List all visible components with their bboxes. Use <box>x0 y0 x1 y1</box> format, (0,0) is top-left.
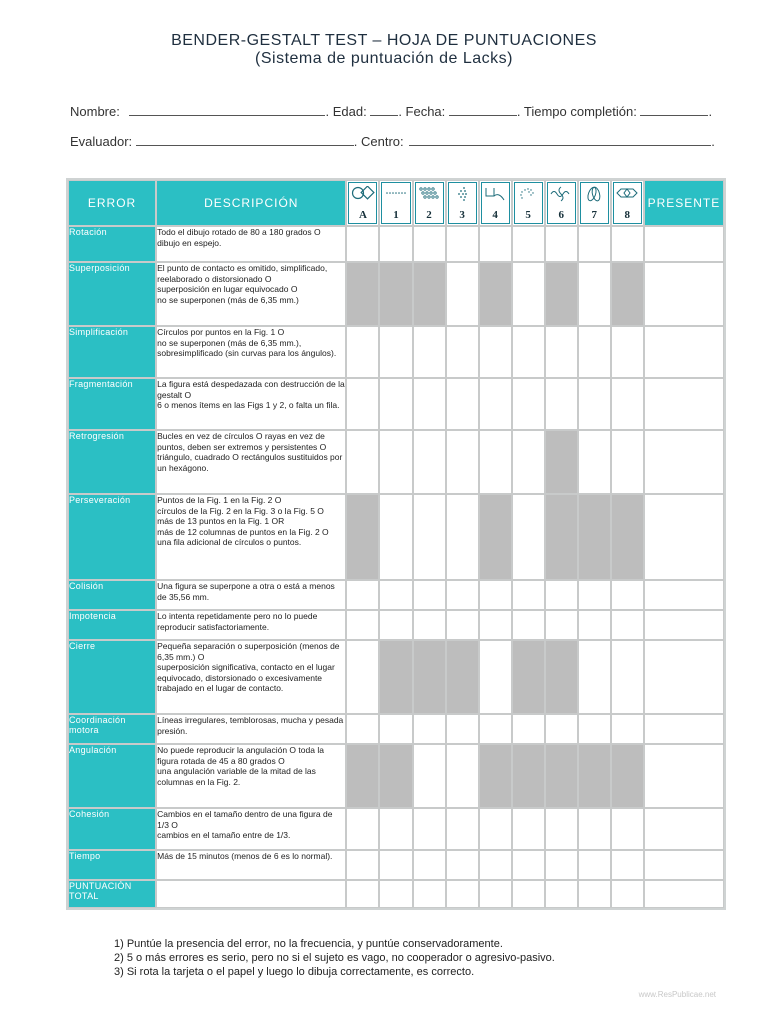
description-line: La figura está despedazada con destrucción de la gestalt O <box>157 379 345 400</box>
label-centro: . Centro: <box>353 134 404 149</box>
score-cell[interactable] <box>346 580 379 610</box>
presente-cell[interactable] <box>644 226 724 262</box>
shaded-cell <box>446 640 479 714</box>
score-cell[interactable] <box>379 378 412 430</box>
score-cell[interactable] <box>512 610 545 640</box>
score-cell[interactable] <box>479 430 512 494</box>
description-line: superposición en lugar equivocado O <box>157 284 298 294</box>
description-line: Bucles en vez de círculos O rayas en vez de puntos, deben ser extremos y persistentes O <box>157 431 327 452</box>
error-description <box>156 262 346 326</box>
scoring-table <box>66 178 726 910</box>
col-desc-header: DESCRIPCIÓN <box>156 180 346 226</box>
presente-cell[interactable] <box>644 262 724 326</box>
presente-cell[interactable] <box>644 808 724 850</box>
header-fields-row-1 <box>70 103 712 119</box>
score-cell[interactable] <box>545 808 578 850</box>
score-cell[interactable] <box>578 378 611 430</box>
fig-label: 8 <box>624 209 631 221</box>
nombre-field[interactable] <box>129 103 325 116</box>
score-cell[interactable] <box>512 378 545 430</box>
error-description <box>156 744 346 808</box>
score-cell[interactable] <box>346 714 379 744</box>
score-cell[interactable] <box>346 610 379 640</box>
score-cell[interactable] <box>446 744 479 808</box>
description-line: Todo el dibujo rotado de 80 a 180 grados O <box>157 227 321 237</box>
description-line: El punto de contacto es omitido, simplificado, reelaborado o distorsionado O <box>157 263 328 284</box>
score-cell[interactable] <box>479 226 512 262</box>
score-cell[interactable] <box>578 262 611 326</box>
error-name: Coordinación motora <box>68 714 156 744</box>
score-cell[interactable] <box>379 880 412 908</box>
score-cell[interactable] <box>446 262 479 326</box>
score-cell[interactable] <box>578 880 611 908</box>
description-line: Más de 15 minutos (menos de 6 es lo normal). <box>157 851 333 861</box>
score-cell[interactable] <box>413 378 446 430</box>
score-cell[interactable] <box>545 378 578 430</box>
table-row <box>68 226 724 262</box>
error-description <box>156 430 346 494</box>
score-cell[interactable] <box>512 850 545 880</box>
score-cell[interactable] <box>479 378 512 430</box>
description-line: círculos de la Fig. 2 en la Fig. 3 o la Fig. 5 O <box>157 505 324 516</box>
score-cell[interactable] <box>446 880 479 908</box>
score-cell[interactable] <box>611 226 644 262</box>
description-line: dibujo en espejo. <box>157 237 222 248</box>
fig-label: 3 <box>459 209 465 221</box>
watermark: www.ResPublicae.net <box>638 990 716 999</box>
shaded-cell <box>545 640 578 714</box>
description-line: No puede reproducir la angulación O toda la figura rotada de 45 a 80 grados O <box>157 745 324 766</box>
error-name: Tiempo <box>68 850 156 880</box>
presente-cell[interactable] <box>644 744 724 808</box>
score-cell[interactable] <box>578 580 611 610</box>
shaded-cell <box>379 640 412 714</box>
score-cell[interactable] <box>379 226 412 262</box>
centro-field[interactable] <box>409 133 711 146</box>
error-description <box>156 378 346 430</box>
score-cell[interactable] <box>611 326 644 378</box>
description-line: Pequeña separación o superposición (menos de 6,35 mm.) O <box>157 641 340 662</box>
presente-cell[interactable] <box>644 378 724 430</box>
score-cell[interactable] <box>346 226 379 262</box>
error-description <box>156 714 346 744</box>
score-cell[interactable] <box>413 610 446 640</box>
score-cell[interactable] <box>346 640 379 714</box>
presente-cell[interactable] <box>644 640 724 714</box>
table-header-row <box>68 180 724 226</box>
score-cell[interactable] <box>545 850 578 880</box>
score-cell[interactable] <box>479 880 512 908</box>
score-cell[interactable] <box>446 808 479 850</box>
presente-cell[interactable] <box>644 714 724 744</box>
score-cell[interactable] <box>578 714 611 744</box>
error-description <box>156 640 346 714</box>
score-cell[interactable] <box>346 378 379 430</box>
score-cell[interactable] <box>611 430 644 494</box>
fig-a-icon <box>351 186 375 200</box>
score-cell[interactable] <box>512 326 545 378</box>
fig-1-icon <box>384 186 408 200</box>
score-cell[interactable] <box>413 744 446 808</box>
notes <box>114 937 555 979</box>
score-cell[interactable] <box>512 580 545 610</box>
score-cell[interactable] <box>479 580 512 610</box>
score-cell[interactable] <box>379 494 412 580</box>
error-name: Fragmentación <box>68 378 156 430</box>
description-line: una angulación variable de la mitad de las columnas en la Fig. 2. <box>157 766 316 787</box>
fig-label: 4 <box>492 209 498 221</box>
score-cell[interactable] <box>545 226 578 262</box>
score-cell[interactable] <box>611 378 644 430</box>
note-3: 3) Si rota la tarjeta o el papel y luego lo dibuja correctamente, es correcto. <box>114 966 475 978</box>
shaded-cell <box>611 262 644 326</box>
score-cell[interactable] <box>379 714 412 744</box>
description-line: Una figura se superpone a otra o está a menos de 35,56 mm. <box>157 581 335 602</box>
score-cell[interactable] <box>578 640 611 714</box>
description-line: Puntos de la Fig. 1 en la Fig. 2 O <box>157 495 282 505</box>
shaded-cell <box>479 744 512 808</box>
evaluador-field[interactable] <box>136 133 354 146</box>
score-cell[interactable] <box>446 378 479 430</box>
description-line: no se superponen (más de 6,35 mm.), <box>157 337 302 348</box>
score-cell[interactable] <box>512 226 545 262</box>
description-line: Líneas irregulares, temblorosas, mucha y pesada presión. <box>157 715 344 736</box>
label-tiempo: . Tiempo completión: <box>516 104 637 119</box>
score-cell[interactable] <box>346 326 379 378</box>
score-cell[interactable] <box>578 326 611 378</box>
description-line: 6 o menos ítems en las Figs 1 y 2, o falta un fila. <box>157 400 340 410</box>
description-line: Círculos por puntos en la Fig. 1 O <box>157 327 285 337</box>
score-cell[interactable] <box>611 850 644 880</box>
score-cell[interactable] <box>413 326 446 378</box>
presente-cell[interactable] <box>644 326 724 378</box>
page-subtitle: (Sistema de puntuación de Lacks) <box>255 50 513 67</box>
shaded-cell <box>379 262 412 326</box>
error-description <box>156 326 346 378</box>
score-cell[interactable] <box>578 610 611 640</box>
presente-cell[interactable] <box>644 610 724 640</box>
table-row <box>68 714 724 744</box>
error-name: Superposición <box>68 262 156 326</box>
table-row <box>68 610 724 640</box>
tiempo-field[interactable] <box>640 103 708 116</box>
fig-header-6 <box>545 180 578 226</box>
table-row <box>68 494 724 580</box>
error-name: Simplificación <box>68 326 156 378</box>
shaded-cell <box>545 494 578 580</box>
score-cell[interactable] <box>379 808 412 850</box>
score-cell[interactable] <box>413 430 446 494</box>
fig-label: 2 <box>426 209 432 221</box>
shaded-cell <box>578 494 611 580</box>
fig-header-7 <box>578 180 611 226</box>
shaded-cell <box>346 262 379 326</box>
score-cell[interactable] <box>545 880 578 908</box>
score-cell[interactable] <box>446 850 479 880</box>
fig-label: A <box>358 209 367 221</box>
fig-7-icon <box>582 186 606 202</box>
shaded-cell <box>545 744 578 808</box>
fig-8-icon <box>615 186 639 200</box>
description-line: sobresimplificado (sin curvas para los ángulos). <box>157 348 337 358</box>
score-cell[interactable] <box>346 850 379 880</box>
description-line: Cambios en el tamaño dentro de una figura de 1/3 O <box>157 809 333 830</box>
end-dot-2: . <box>711 134 715 149</box>
fig-label: 6 <box>558 209 564 221</box>
score-cell[interactable] <box>446 226 479 262</box>
shaded-cell <box>578 744 611 808</box>
table-row <box>68 850 724 880</box>
score-cell[interactable] <box>413 714 446 744</box>
label-edad: . Edad: <box>325 104 367 119</box>
score-cell[interactable] <box>578 430 611 494</box>
label-nombre: Nombre: <box>70 104 120 119</box>
table-row <box>68 326 724 378</box>
score-cell[interactable] <box>446 610 479 640</box>
label-evaluador: Evaluador: <box>70 134 133 149</box>
description-line: no se superponen (más de 6,35 mm.) <box>157 294 299 305</box>
score-cell[interactable] <box>446 430 479 494</box>
description-line: cambios en el tamaño entre de 1/3. <box>157 830 291 840</box>
fig-6-icon <box>549 186 573 202</box>
fig-header-2 <box>413 180 446 226</box>
table-row <box>68 378 724 430</box>
shaded-cell <box>479 262 512 326</box>
score-cell[interactable] <box>346 808 379 850</box>
error-name: Cohesión <box>68 808 156 850</box>
fig-5-icon <box>516 186 540 202</box>
shaded-cell <box>346 494 379 580</box>
error-name: Impotencia <box>68 610 156 640</box>
error-name: Cierre <box>68 640 156 714</box>
score-cell[interactable] <box>512 430 545 494</box>
score-cell[interactable] <box>379 430 412 494</box>
score-cell[interactable] <box>611 610 644 640</box>
header-fields-row-2 <box>70 133 715 149</box>
page-title: BENDER-GESTALT TEST – HOJA DE PUNTUACIONES <box>171 32 597 49</box>
score-cell[interactable] <box>479 850 512 880</box>
col-error-header: ERROR <box>68 180 156 226</box>
shaded-cell <box>545 262 578 326</box>
shaded-cell <box>379 744 412 808</box>
score-cell[interactable] <box>512 262 545 326</box>
end-dot: . <box>708 104 713 119</box>
fig-header-1 <box>379 180 412 226</box>
table-row <box>68 262 724 326</box>
fig-label: 5 <box>525 209 531 221</box>
fig-header-5 <box>512 180 545 226</box>
shaded-cell <box>512 640 545 714</box>
description-line: Lo intenta repetidamente pero no lo puede reproducir satisfactoriamente. <box>157 611 318 632</box>
fig-label: 7 <box>591 209 597 221</box>
score-cell[interactable] <box>545 610 578 640</box>
score-cell[interactable] <box>379 610 412 640</box>
fig-header-a <box>346 180 379 226</box>
score-cell[interactable] <box>611 880 644 908</box>
note-1: 1) Puntúe la presencia del error, no la frecuencia, y puntúe conservadoramente. <box>114 938 503 950</box>
score-cell[interactable] <box>479 714 512 744</box>
fig-2-icon <box>417 186 441 200</box>
description-line: más de 13 puntos en la Fig. 1 OR <box>157 516 285 526</box>
error-name: Rotación <box>68 226 156 262</box>
presente-cell[interactable] <box>644 850 724 880</box>
score-cell[interactable] <box>611 640 644 714</box>
label-fecha: . Fecha: <box>398 104 446 119</box>
error-description <box>156 494 346 580</box>
fig-header-3 <box>446 180 479 226</box>
score-cell[interactable] <box>446 714 479 744</box>
shaded-cell <box>611 494 644 580</box>
table-row <box>68 808 724 850</box>
score-cell[interactable] <box>611 580 644 610</box>
shaded-cell <box>512 744 545 808</box>
fig-label: 1 <box>393 209 399 221</box>
score-cell[interactable] <box>413 580 446 610</box>
score-cell[interactable] <box>413 880 446 908</box>
score-cell[interactable] <box>578 850 611 880</box>
shaded-cell <box>479 494 512 580</box>
score-cell[interactable] <box>379 850 412 880</box>
error-description <box>156 880 346 908</box>
score-cell[interactable] <box>379 326 412 378</box>
score-cell[interactable] <box>379 580 412 610</box>
description-line: superposición significativa, contacto en el lugar equivocado, distorsionado o excesivamente trabajado en el lugar de contacto. <box>157 662 335 693</box>
score-cell[interactable] <box>545 714 578 744</box>
score-cell[interactable] <box>611 714 644 744</box>
fig-header-4 <box>479 180 512 226</box>
description-line: más de 12 columnas de puntos en la Fig. 2 O <box>157 526 329 537</box>
error-description <box>156 808 346 850</box>
shaded-cell <box>611 744 644 808</box>
edad-field[interactable] <box>370 103 398 116</box>
score-cell[interactable] <box>512 880 545 908</box>
score-cell[interactable] <box>545 580 578 610</box>
score-cell[interactable] <box>346 430 379 494</box>
score-cell[interactable] <box>578 808 611 850</box>
score-cell[interactable] <box>512 714 545 744</box>
score-cell[interactable] <box>479 610 512 640</box>
description-line: una fila adicional de círculos o puntos. <box>157 537 302 547</box>
score-cell[interactable] <box>413 494 446 580</box>
score-cell[interactable] <box>413 808 446 850</box>
score-cell[interactable] <box>578 226 611 262</box>
note-2: 2) 5 o más errores es serio, pero no si el sujeto es vago, no cooperador o agresivo-pasivo. <box>114 952 555 964</box>
score-cell[interactable] <box>479 808 512 850</box>
error-description <box>156 610 346 640</box>
description-line: triángulo, cuadrado O rectángulos sustituidos por un hexágono. <box>157 452 343 473</box>
score-cell[interactable] <box>611 808 644 850</box>
score-cell[interactable] <box>479 326 512 378</box>
fig-4-icon <box>483 186 507 202</box>
score-cell[interactable] <box>545 326 578 378</box>
error-name: Angulación <box>68 744 156 808</box>
error-name: Perseveración <box>68 494 156 580</box>
score-cell[interactable] <box>446 326 479 378</box>
error-description <box>156 226 346 262</box>
score-cell[interactable] <box>479 640 512 714</box>
presente-cell[interactable] <box>644 494 724 580</box>
table-row <box>68 640 724 714</box>
presente-cell[interactable] <box>644 430 724 494</box>
presente-cell[interactable] <box>644 880 724 908</box>
table-row <box>68 880 724 908</box>
score-cell[interactable] <box>446 580 479 610</box>
error-name: Retrogresión <box>68 430 156 494</box>
score-cell[interactable] <box>346 880 379 908</box>
shaded-cell <box>413 640 446 714</box>
fecha-field[interactable] <box>449 103 517 116</box>
error-name: PUNTUACIÓN TOTAL <box>68 880 156 908</box>
score-cell[interactable] <box>413 850 446 880</box>
error-description <box>156 580 346 610</box>
table-row <box>68 744 724 808</box>
table-row <box>68 580 724 610</box>
score-cell[interactable] <box>446 494 479 580</box>
error-description <box>156 850 346 880</box>
score-cell[interactable] <box>512 494 545 580</box>
score-cell[interactable] <box>512 808 545 850</box>
shaded-cell <box>346 744 379 808</box>
fig-header-8 <box>611 180 644 226</box>
shaded-cell <box>413 262 446 326</box>
error-name: Colisión <box>68 580 156 610</box>
fig-3-icon <box>450 186 474 202</box>
shaded-cell <box>545 430 578 494</box>
score-cell[interactable] <box>413 226 446 262</box>
presente-cell[interactable] <box>644 580 724 610</box>
col-presente-header: PRESENTE <box>644 180 724 226</box>
table-row <box>68 430 724 494</box>
